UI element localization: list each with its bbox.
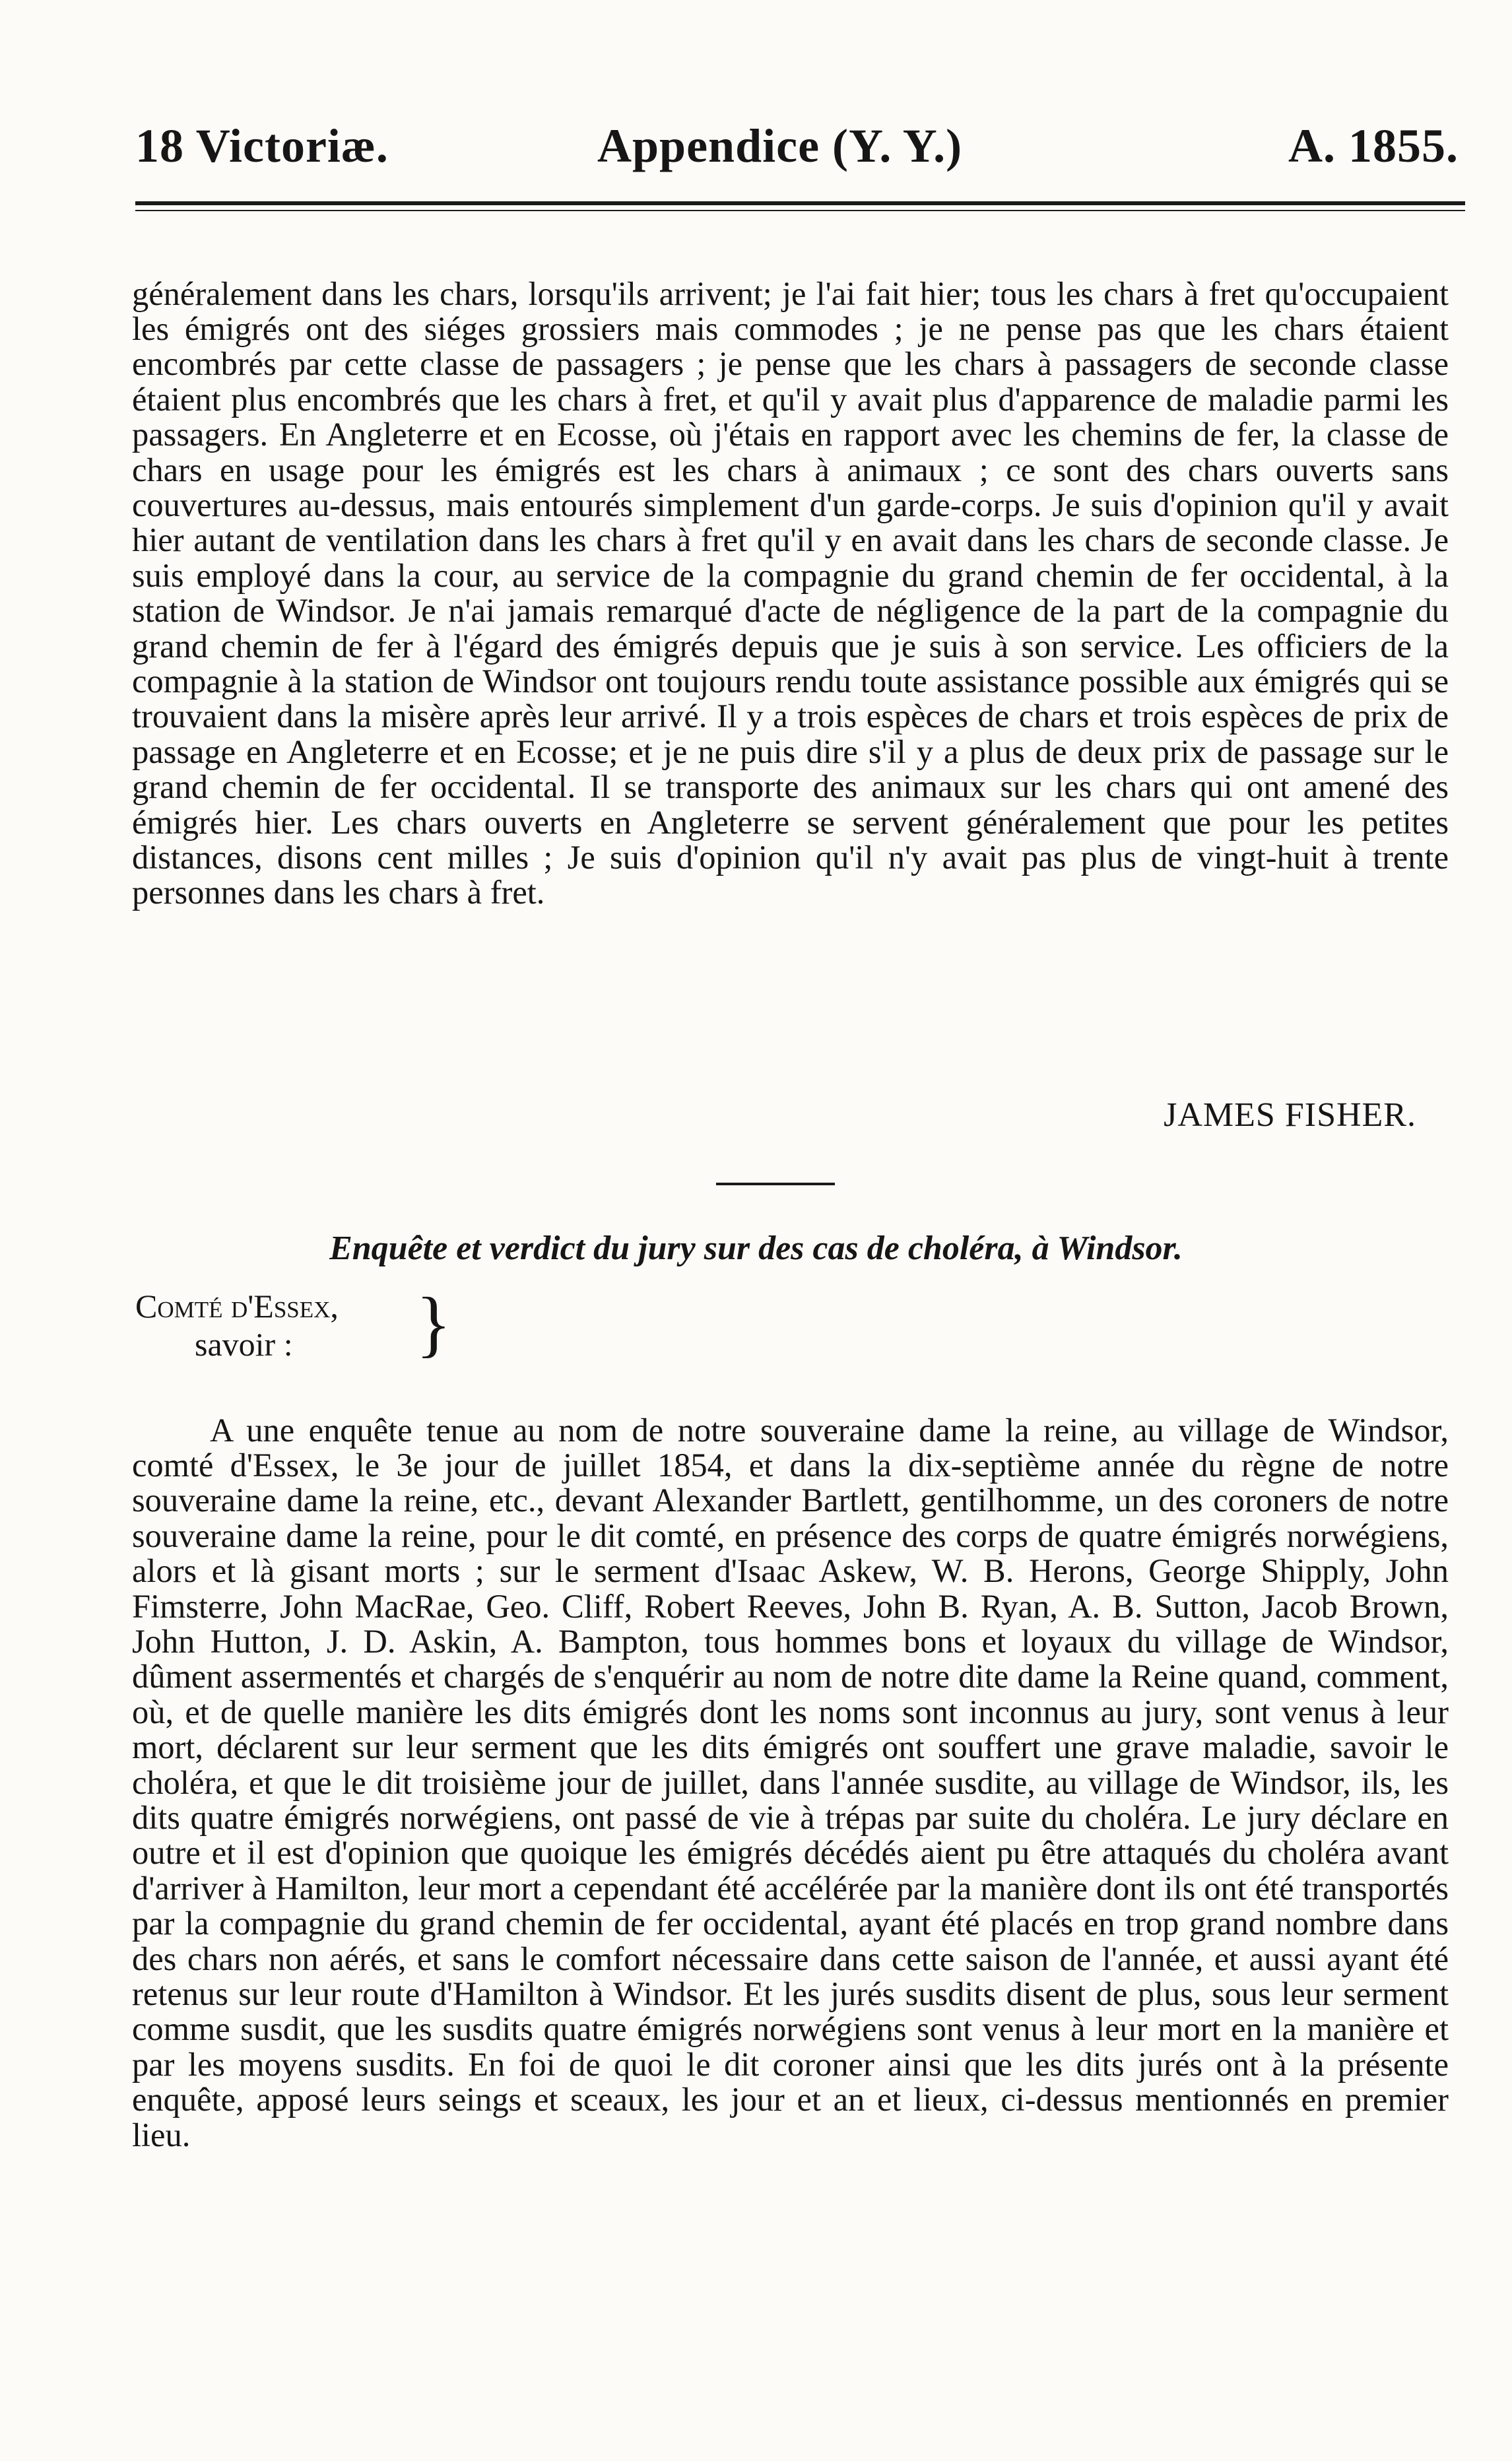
inquest-paragraph: A une enquête tenue au nom de notre souveraine dame la reine, au village de Windsor, comté d'Essex, le 3e jour de juillet 1854, et dans la dix-septième année du règne de notre souveraine dame la reine, etc., devant Alexander Bartlett, gentilhomme, un des coroners de notre souveraine dame la reine, pour le dit comté, en présence des corps de quatre émigrés norwégiens, alors et là gisant morts ; sur le serment d'Isaac Askew, W. B. Herons, George Shipply, John Fimsterre, John MacRae, Geo. Cliff, Robert Reeves, John B. Ryan, A. B. Sutton, Jacob Brown, John Hutton, J. D. Askin, A. Bampton, tous hommes bons et loyaux du village de Windsor, dûment assermentés et chargés de s'enquérir au nom de notre dite dame la Reine quand, comment, où, et de quelle manière les dits émigrés dont les noms sont inconnus au jury, sont venus à leur mort, déclarent sur leur serment que les dits émigrés ont souffert une grave maladie, savoir le choléra, et que le dit troisième jour de juillet, dans l'année susdite, au village de Windsor, ils, les dits quatre émigrés norwégiens, ont passé de vie à trépas par suite du choléra. Le jury déclare en outre et il est d'opinion que quoique les émigrés décédés aient pu être attaqués du choléra avant d'arriver à Hamilton, leur mort a cependant été accélérée par la manière dont ils ont été transportés par la compagnie du grand chemin de fer occidental, ayant été placés en trop grand nombre dans des chars non aérés, et sans le comfort nécessaire dans cette saison de l'année, et aussi ayant été retenus sur leur route d'Hamilton à Windsor. Et les jurés susdits disent de plus, sous leur serment comme susdit, que les susdits quatre émigrés norwégiens sont venus à leur mort en la manière et par les moyens susdits. En foi de quoi le dit coroner ainsi que les dits jurés ont à la présente enquête, apposé leurs seings et sceaux, les jour et an et lieux, ci-dessus mentionnés en premier lieu. [132,1411,1449,2153]
running-header [135,119,1459,191]
testimony-paragraph: généralement dans les chars, lorsqu'ils arrivent; je l'ai fait hier; tous les chars à fret qu'occupaient les émigrés ont des siéges grossiers mais commodes ; je ne pense pas que les chars étaient encombrés par cette classe de passagers ; je pense que les chars à passagers de seconde classe étaient plus encombrés que les chars à fret, et qu'il y avait plus d'apparence de maladie parmi les passagers. En Angleterre et en Ecosse, où j'étais en rapport avec les chemins de fer, la classe de chars en usage pour les émigrés est les chars à animaux ; ce sont des chars ouverts sans couvertures au-dessus, mais entourés simplement d'un garde-corps. Je suis d'opinion qu'il y avait hier autant de ventilation dans les chars à fret qu'il y en avait dans les chars de seconde classe. Je suis employé dans la cour, au service de la compagnie du grand chemin de fer occidental, à la station de Windsor. Je n'ai jamais remarqué d'acte de négligence de la part de la compagnie du grand chemin de fer à l'égard des émigrés depuis que je suis à son service. Les officiers de la compagnie à la station de Windsor ont toujours rendu toute assistance possible aux émigrés qui se trouvaient dans la misère après leur arrivé. Il y a trois espèces de chars et trois espèces de prix de passage en Angleterre et en Ecosse; et je ne puis dire s'il y a plus de deux prix de passage sur le grand chemin de fer occidental. Il se transporte des animaux sur les chars qui ont amené des émigrés hier. Les chars ouverts en Angleterre se servent généralement que pour les petites distances, disons cent milles ; Je suis d'opinion qu'il n'y avait pas plus de vingt-huit à trente personnes dans les chars à fret. [132,275,1449,911]
section-title: Enquête et verdict du jury sur des cas de choléra, à Windsor. [329,1230,1183,1267]
witness-signature: JAMES FISHER. [1164,1096,1416,1134]
header-rule-thick [135,201,1465,205]
header-appendix: Appendice (Y. Y.) [597,119,963,172]
section-divider [716,1183,835,1185]
county-brace: } [416,1283,451,1365]
header-rule-thin [135,210,1465,211]
county-savoir: savoir : [195,1326,293,1363]
header-session: 18 Victoriæ. [135,119,389,172]
header-year: A. 1855. [1288,119,1459,172]
county-name: Comté d'Essex, [135,1288,339,1325]
county-heading [135,1283,451,1365]
